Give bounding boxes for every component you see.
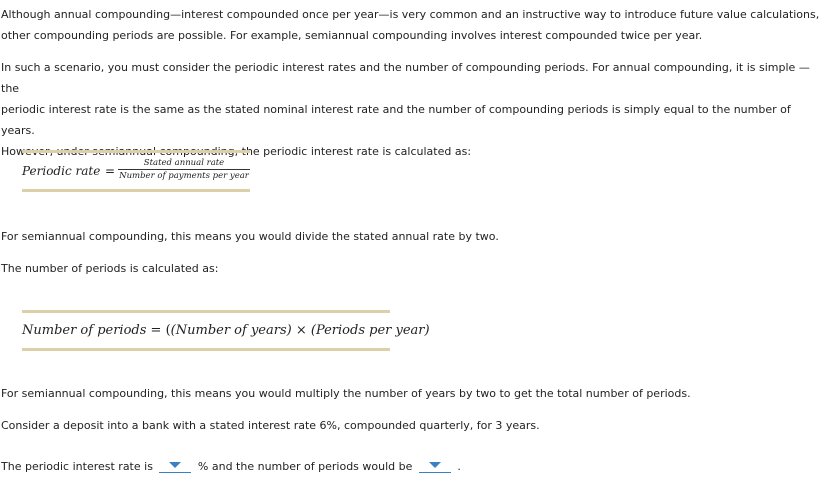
periods-intro: The number of periods is calculated as: [1, 262, 219, 275]
chevron-down-icon [429, 462, 441, 468]
question-text-middle: % and the number of periods would be [197, 460, 413, 473]
scenario-line-3: However, under semiannual compounding, the periodic interest rate is calculated as: [1, 145, 472, 158]
rate-fraction [118, 158, 250, 181]
intro-paragraph [1, 4, 825, 46]
periodic-rate-dropdown[interactable] [159, 458, 191, 473]
formula-lhs: Periodic rate [22, 164, 101, 178]
fraction-numerator: Stated annual rate [118, 158, 250, 170]
times-sign: × [291, 323, 311, 338]
intro-line-1: Although annual compounding—interest compounded once per year—is very common and an instructive way to introduce future value calculations, [1, 8, 820, 21]
equals-sign: = [146, 323, 166, 338]
periods-per-year-term: (Periods per year) [310, 323, 430, 338]
periodic-rate-formula [22, 150, 250, 192]
scenario-line-2: periodic interest rate is the same as the stated nominal interest rate and the number of compounding periods is simply equal to the number of years. [1, 103, 791, 137]
question-text-end: . [457, 460, 461, 473]
years-term: (Number of years) [170, 323, 292, 338]
fraction-denominator: Number of payments per year [119, 171, 249, 181]
formula-lhs: Number of periods [22, 323, 147, 338]
question-text-before: The periodic interest rate is [1, 460, 153, 473]
semiannual-rate-note: For semiannual compounding, this means you would divide the stated annual rate by two. [1, 230, 499, 243]
number-of-periods-dropdown[interactable] [419, 458, 451, 473]
semiannual-periods-note: For semiannual compounding, this means you would multiply the number of years by two to get the total number of periods. [1, 387, 691, 400]
equals-sign: = [105, 164, 116, 178]
scenario-line-1: In such a scenario, you must consider the periodic interest rates and the number of compounding periods. For annual compounding, it is simple — the [1, 61, 810, 95]
periods-expression: Number of periods = ((Number of years) × (Periods per year) [22, 323, 430, 338]
question-line [1, 456, 825, 477]
chevron-down-icon [169, 462, 181, 468]
number-of-periods-formula [22, 310, 430, 351]
intro-line-2: other compounding periods are possible. For example, semiannual compounding involves interest compounded twice per year. [1, 29, 703, 42]
scenario-paragraph [1, 57, 825, 162]
deposit-scenario: Consider a deposit into a bank with a stated interest rate 6%, compounded quarterly, for 3 years. [1, 419, 540, 432]
